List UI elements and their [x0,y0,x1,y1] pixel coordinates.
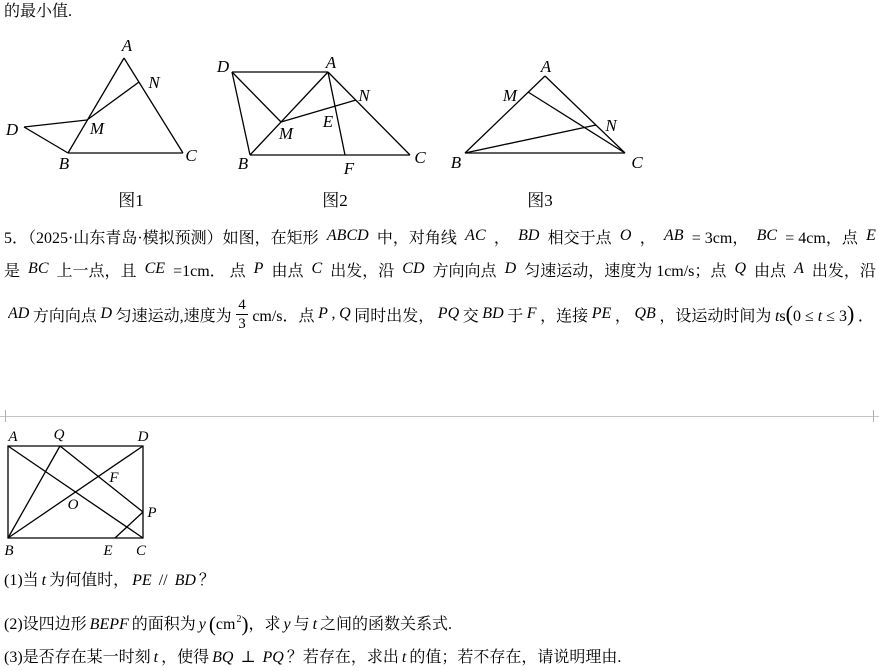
math-variable: BC [756,227,778,244]
math-variable: CD [402,260,425,277]
math-variable: Q [734,260,747,277]
math-variable: y [283,616,291,633]
label-o: O [67,497,79,513]
text-segment: 与 [293,616,310,633]
segment-pe [115,512,143,538]
math-variable: BEPF [89,616,129,633]
label-p: P [147,505,157,521]
text-segment: 交 [462,307,479,325]
text-segment: (2)设四边形 [4,616,87,633]
segment-db [24,127,68,153]
label-e: E [322,112,334,131]
label-a: A [325,53,337,72]
math-variable: y [198,616,206,633]
text-segment: 匀速运动,速度为 [115,307,232,325]
label-d: D [216,57,230,76]
text-segment: 上一点，且 [56,262,137,280]
figure-3 [451,57,644,210]
text-segment: 方向向点 [32,307,97,325]
segment-dm [232,72,281,122]
label-n: N [358,86,370,105]
segment-ac [328,72,410,155]
text-segment: ， [493,229,510,247]
open-paren: ( [208,612,216,636]
math-variable: PQ [437,305,460,322]
text-segment: 同时出发， [354,307,435,325]
text-segment: 是 [4,262,21,280]
segment-ac [545,76,625,153]
problem-5-line-3 [8,294,874,334]
fraction-numerator: 4 [238,296,246,313]
text-segment: ，使得 [161,649,210,666]
text-segment: ，求 [248,616,281,633]
math-variable: P [253,260,264,277]
math-variable: CE [144,260,166,277]
label-b: B [58,154,70,173]
perpendicular-symbol: ⊥ [236,649,260,666]
label-c: C [631,153,643,172]
text-segment: ？ [198,572,215,589]
question-3 [4,646,621,670]
math-variable: F [526,305,537,322]
text-segment: ， [639,229,656,247]
math-variable: PE [132,572,152,589]
question-2 [4,608,453,636]
label-c: C [135,543,147,559]
label-c: C [414,148,426,167]
problem-5-line-2 [4,257,876,281]
figure-3-caption: 图3 [527,191,553,210]
math-variable: t [41,572,47,589]
label-m: M [278,124,294,143]
close-paren: ) [241,612,249,636]
math-variable: O [619,227,632,244]
text-segment: =1cm． 点 [173,262,246,280]
segment-ab [68,58,124,153]
math-variable: C [311,260,323,277]
label-m: M [89,119,105,138]
figure-2 [216,53,426,210]
text-segment: 中，对角线 [376,229,457,247]
label-n: N [605,116,617,135]
text-segment: ， [614,307,631,325]
figure-2-caption: 图2 [322,191,348,210]
math-variable: t [312,616,318,633]
figure-1 [5,36,197,210]
text-segment: ≤ 3 [822,307,847,325]
section-divider [0,416,879,417]
text-segment: ？若存在，求出 [286,649,399,666]
figure-1-caption: 图1 [118,191,144,210]
segment-db [232,72,250,155]
text-segment: 由点 [271,262,304,280]
math-variable: A [794,260,804,277]
math-variable: Q [339,305,351,322]
label-q: Q [53,427,65,443]
label-c: C [185,146,197,165]
segment-bn [465,125,596,153]
text-segment: 之间的函数关系式. [320,616,453,633]
text-segment: , [331,305,336,322]
label-n: N [148,73,160,92]
text-segment: cm/s．点 [252,307,315,325]
label-f: F [109,470,119,486]
divider-right-mark [873,410,874,422]
text-segment: ，连接 [540,307,589,325]
text-segment: 相交于点 [547,229,612,247]
label-d: D [5,120,19,139]
rectangle-figure [0,425,175,565]
math-variable: E [866,227,876,244]
label-b: B [237,154,249,173]
math-variable: AD [8,305,30,322]
text-segment: 由点 [754,262,787,280]
unit-exponent: 2 [236,614,242,625]
time-expression [774,300,855,326]
math-variable: BD [174,572,196,589]
label-d: D [137,429,149,445]
text-segment: 的值；若不存在，请说明理由. [409,649,622,666]
segment-dm [24,120,87,127]
figures-1-to-3 [0,30,879,215]
close-paren: ) [847,300,855,326]
speed-fraction [236,297,248,332]
text-segment: ，设运动时间为 [659,307,772,325]
problem-5-line-1 [4,224,876,248]
divider-left-mark [5,410,6,422]
math-variable: PE [591,305,612,322]
math-variable: BD [518,227,540,244]
math-variable: QB [634,305,656,322]
text-segment: 出发，沿 [811,262,876,280]
fraction-denominator: 3 [238,315,246,332]
math-variable: t [401,649,407,666]
math-variable: AC [465,227,486,244]
label-e: E [103,543,113,559]
label-a: A [540,57,552,76]
math-variable: t [153,649,159,666]
text-segment: ． [857,307,874,325]
math-variable: BQ [212,649,234,666]
text-segment: = 4cm，点 [785,229,858,247]
math-variable: D [504,260,517,277]
label-b: B [4,543,14,559]
text-segment: 为何值时， [49,572,130,589]
math-variable: P [318,305,328,322]
segment-mn [281,100,356,122]
text-segment: = 3cm， [691,229,749,247]
parallel-symbol: // [154,572,172,589]
text-segment: 匀速运动，速度为 1cm/s；点 [524,262,727,280]
math-variable: AB [663,227,684,244]
text-segment: (3)是否存在某一时刻 [4,649,151,666]
text-segment: 方向向点 [432,262,497,280]
unit-cm: cm [215,616,236,633]
text-segment: 的面积为 [131,616,196,633]
previous-problem-ending: 的最小值. [4,3,73,20]
open-paren: ( [785,300,793,326]
unit-seconds: s [779,307,786,325]
segment-mn [87,82,139,120]
label-b: B [450,153,462,172]
math-variable: BC [28,260,49,277]
label-a: A [8,429,18,445]
label-m: M [502,86,518,105]
math-variable: ABCD [326,227,369,244]
label-a: A [121,36,133,55]
math-variable: PQ [262,649,284,666]
question-1 [4,569,215,593]
text-segment: 于 [507,307,524,325]
text-segment: 5．（2025·山东青岛·模拟预测）如图，在矩形 [4,229,319,247]
text-segment: 出发，沿 [330,262,395,280]
math-variable: BD [482,305,504,322]
text-segment: (1)当 [4,572,39,589]
math-variable: t [817,307,823,325]
label-f: F [343,159,355,178]
math-variable: D [100,305,113,322]
math-variable: t [774,307,780,325]
segment-bq [8,446,60,538]
text-segment: 0 ≤ [792,307,818,325]
